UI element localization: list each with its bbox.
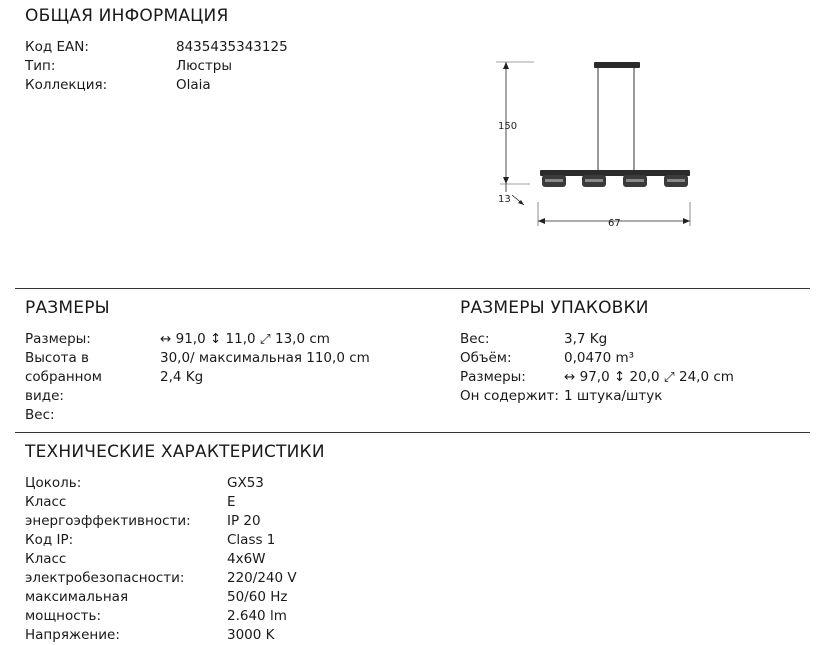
tech-label: Класс bbox=[25, 494, 67, 510]
tech-value: E bbox=[227, 494, 236, 510]
tech-value: 220/240 V bbox=[227, 570, 297, 586]
assembled-height-label-1: Высота в bbox=[25, 350, 89, 366]
package-volume-label: Объём: bbox=[460, 350, 512, 366]
dimensions-value: ↔ 91,0 ↕ 11,0 ⤢ 13,0 cm bbox=[160, 331, 330, 347]
package-weight-value: 3,7 Kg bbox=[564, 331, 608, 347]
assembled-height-value: 30,0/ максимальная 110,0 cm bbox=[160, 350, 370, 366]
package-dimensions-value: ↔ 97,0 ↕ 20,0 ⤢ 24,0 cm bbox=[564, 369, 734, 385]
package-dimensions-label: Размеры: bbox=[460, 369, 526, 385]
small-dimension-label: 13 bbox=[498, 194, 511, 205]
tech-label: энергоэффективности: bbox=[25, 513, 191, 529]
tech-label: мощность: bbox=[25, 608, 102, 624]
package-contents-value: 1 штука/штук bbox=[564, 388, 663, 404]
height-dimension-label: 150 bbox=[498, 121, 518, 132]
tech-label: Код IP: bbox=[25, 532, 74, 548]
tech-value: 3000 K bbox=[227, 627, 275, 643]
ean-label: Код EAN: bbox=[25, 39, 89, 55]
packaging-heading: РАЗМЕРЫ УПАКОВКИ bbox=[460, 298, 649, 318]
tech-value: 4x6W bbox=[227, 551, 266, 567]
assembled-height-label-3: виде: bbox=[25, 388, 64, 404]
tech-label: Напряжение: bbox=[25, 627, 120, 643]
tech-label: Класс bbox=[25, 551, 67, 567]
lamp-dimension-drawing bbox=[490, 50, 700, 240]
collection-value: Olaia bbox=[176, 77, 211, 93]
ean-value: 8435435343125 bbox=[176, 39, 288, 55]
canopy-shape bbox=[594, 62, 640, 68]
general-info-heading: ОБЩАЯ ИНФОРМАЦИЯ bbox=[25, 6, 229, 26]
tech-label: электробезопасности: bbox=[25, 570, 185, 586]
tech-value: 2.640 lm bbox=[227, 608, 287, 624]
lamp-shades bbox=[542, 175, 688, 187]
package-contents-label: Он содержит: bbox=[460, 388, 559, 404]
package-volume-value: 0,0470 m³ bbox=[564, 350, 635, 366]
type-label: Тип: bbox=[25, 58, 56, 74]
tech-value: Class 1 bbox=[227, 532, 276, 548]
collection-label: Коллекция: bbox=[25, 77, 108, 93]
tech-value: 50/60 Hz bbox=[227, 589, 288, 605]
section-divider bbox=[15, 432, 810, 433]
dimensions-label: Размеры: bbox=[25, 331, 91, 347]
weight-value: 2,4 Kg bbox=[160, 369, 204, 385]
section-divider bbox=[15, 288, 810, 289]
package-weight-label: Вес: bbox=[460, 331, 490, 347]
width-dimension-label: 67 bbox=[608, 218, 621, 229]
tech-value: GX53 bbox=[227, 475, 264, 491]
tech-label: максимальная bbox=[25, 589, 129, 605]
weight-label: Вес: bbox=[25, 407, 55, 423]
assembled-height-label-2: собранном bbox=[25, 369, 102, 385]
technical-heading: ТЕХНИЧЕСКИЕ ХАРАКТЕРИСТИКИ bbox=[25, 442, 325, 462]
dimensions-heading: РАЗМЕРЫ bbox=[25, 298, 110, 318]
tech-label: Цоколь: bbox=[25, 475, 82, 491]
tech-value: IP 20 bbox=[227, 513, 261, 529]
type-value: Люстры bbox=[176, 58, 233, 74]
